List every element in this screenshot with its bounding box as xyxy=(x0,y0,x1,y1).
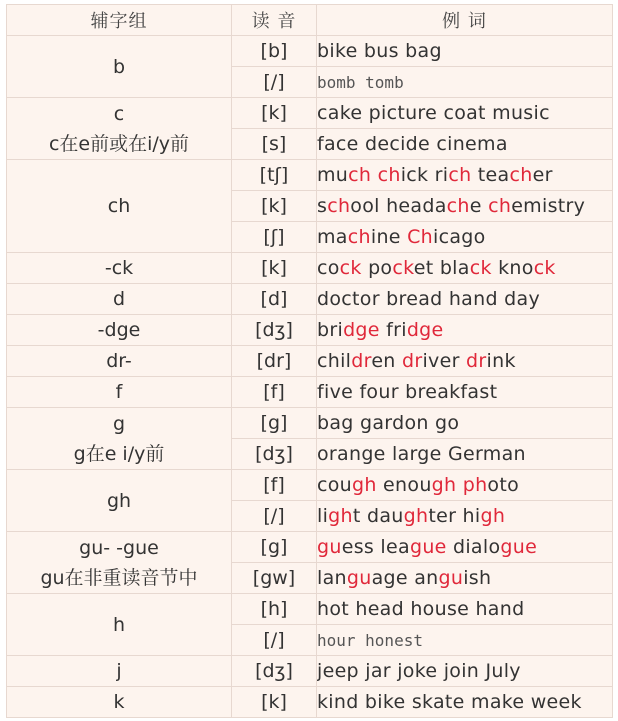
letter-group-cell xyxy=(7,687,232,718)
letter-group-cell xyxy=(7,532,232,594)
letter-group-cell xyxy=(7,594,232,656)
highlighted-letters: ch xyxy=(488,195,512,217)
word-text: bri xyxy=(317,319,344,341)
highlighted-letters: gh xyxy=(352,474,377,496)
table-row xyxy=(7,160,613,191)
highlighted-letters: gu xyxy=(346,567,372,589)
word-text: doctor bread hand day xyxy=(317,288,541,310)
pronunciation-cell: [tʃ] xyxy=(232,160,317,191)
word-text: ick ri xyxy=(400,164,449,186)
header-example-words: 例 词 xyxy=(317,5,613,36)
highlighted-letters: ck xyxy=(392,257,414,279)
pronunciation-cell: [dʒ] xyxy=(232,656,317,687)
word-text: ma xyxy=(317,226,348,248)
letter-group-cell xyxy=(7,253,232,284)
table-row xyxy=(7,656,613,687)
table-row xyxy=(7,36,613,67)
example-words-cell xyxy=(317,160,613,191)
pronunciation-cell: [s] xyxy=(232,129,317,160)
letter-group-cell xyxy=(7,656,232,687)
word-text: kno xyxy=(491,257,534,279)
example-words-cell xyxy=(317,501,613,532)
pronunciation-cell: [g] xyxy=(232,532,317,563)
header-letter-group: 辅字组 xyxy=(7,5,232,36)
word-text: cake picture coat music xyxy=(317,102,550,124)
example-words-cell xyxy=(317,129,613,160)
highlighted-letters: dr xyxy=(466,350,487,372)
word-text: t dau xyxy=(352,505,404,527)
letter-group-label: c在e前或在i/y前 xyxy=(48,132,190,155)
pronunciation-cell: [k] xyxy=(232,191,317,222)
table-row xyxy=(7,98,613,129)
pronunciation-cell: [ʃ] xyxy=(232,222,317,253)
word-text: li xyxy=(317,505,329,527)
highlighted-letters: gue xyxy=(500,536,538,558)
highlighted-letters: dge xyxy=(406,319,444,341)
highlighted-letters: ph xyxy=(462,474,488,496)
pronunciation-cell: [h] xyxy=(232,594,317,625)
letter-group-label: d xyxy=(112,288,126,310)
pronunciation-cell: [k] xyxy=(232,687,317,718)
highlighted-letters: dge xyxy=(343,319,380,341)
example-words-cell xyxy=(317,67,613,98)
word-text: jeep jar joke join July xyxy=(317,660,521,682)
letter-group-label: j xyxy=(116,660,122,682)
highlighted-letters: gh xyxy=(431,474,457,496)
word-text: hour honest xyxy=(317,630,423,650)
highlighted-letters: gh xyxy=(403,505,429,527)
highlighted-letters: gue xyxy=(409,536,447,558)
word-text: ter hi xyxy=(428,505,481,527)
word-text: bomb tomb xyxy=(317,72,404,92)
word-text: kind bike skate make week xyxy=(317,691,582,713)
pronunciation-cell: [g] xyxy=(232,408,317,439)
highlighted-letters: gu xyxy=(317,536,342,558)
word-text: iver xyxy=(422,350,467,372)
pronunciation-cell: [f] xyxy=(232,470,317,501)
letter-group-cell xyxy=(7,98,232,160)
highlighted-letters: Ch xyxy=(407,226,434,248)
word-text: bike bus bag xyxy=(317,40,442,62)
word-text: dialo xyxy=(446,536,501,558)
word-text: tea xyxy=(471,164,510,186)
example-words-cell xyxy=(317,563,613,594)
table-row xyxy=(7,315,613,346)
letter-group-cell xyxy=(7,315,232,346)
highlighted-letters: dr xyxy=(401,350,423,372)
letter-group-cell xyxy=(7,377,232,408)
letter-group-cell xyxy=(7,284,232,315)
example-words-cell xyxy=(317,222,613,253)
highlighted-letters: ch xyxy=(377,164,401,186)
highlighted-letters: ck xyxy=(469,257,492,279)
word-text: s xyxy=(317,195,328,217)
word-text: lan xyxy=(317,567,347,589)
word-text: bag gardon go xyxy=(317,412,460,434)
letter-group-label: k xyxy=(113,691,125,713)
pronunciation-cell: [dʒ] xyxy=(232,315,317,346)
example-words-cell xyxy=(317,532,613,563)
word-text: oto xyxy=(487,474,520,496)
example-words-cell xyxy=(317,191,613,222)
highlighted-letters: gh xyxy=(480,505,506,527)
highlighted-letters: ch xyxy=(509,164,533,186)
pronunciation-cell: [k] xyxy=(232,98,317,129)
letter-group-cell xyxy=(7,346,232,377)
table-row xyxy=(7,377,613,408)
word-text: ine xyxy=(370,226,408,248)
letter-group-label: gu在非重读音节中 xyxy=(40,566,198,589)
highlighted-letters: ch xyxy=(347,226,371,248)
example-words-cell xyxy=(317,253,613,284)
letter-group-label: b xyxy=(112,55,126,78)
letter-group-label: g xyxy=(112,412,126,435)
word-text: fri xyxy=(379,319,407,341)
pronunciation-cell: [k] xyxy=(232,253,317,284)
pronunciation-cell: [dr] xyxy=(232,346,317,377)
example-words-cell xyxy=(317,594,613,625)
example-words-cell xyxy=(317,439,613,470)
word-text: er xyxy=(532,164,553,186)
word-text: five four breakfast xyxy=(317,381,498,403)
header-row xyxy=(7,5,613,36)
word-text: ink xyxy=(486,350,516,372)
table-row xyxy=(7,470,613,501)
header-pronunciation: 读 音 xyxy=(232,5,317,36)
example-words-cell xyxy=(317,470,613,501)
table-row xyxy=(7,532,613,563)
table-body xyxy=(7,36,613,718)
highlighted-letters: ch xyxy=(448,164,472,186)
word-text: e xyxy=(469,195,489,217)
example-words-cell xyxy=(317,656,613,687)
example-words-cell xyxy=(317,408,613,439)
word-text: age an xyxy=(371,567,439,589)
table-row xyxy=(7,346,613,377)
highlighted-letters: ck xyxy=(533,257,556,279)
highlighted-letters: ch xyxy=(327,195,351,217)
letter-group-label: f xyxy=(115,381,123,403)
pronunciation-cell: [gw] xyxy=(232,563,317,594)
highlighted-letters: ch xyxy=(446,195,470,217)
word-text: cou xyxy=(317,474,353,496)
example-words-cell xyxy=(317,687,613,718)
letter-group-cell xyxy=(7,470,232,532)
highlighted-letters: dr xyxy=(351,350,372,372)
pronunciation-cell: [dʒ] xyxy=(232,439,317,470)
example-words-cell xyxy=(317,36,613,67)
word-text: chil xyxy=(317,350,352,372)
letter-group-label: gu- -gue xyxy=(79,536,159,559)
letter-group-cell xyxy=(7,36,232,98)
letter-group-label: c xyxy=(113,102,125,125)
letter-group-label: -dge xyxy=(97,319,141,341)
word-text: et bla xyxy=(413,257,470,279)
example-words-cell xyxy=(317,625,613,656)
example-words-cell xyxy=(317,284,613,315)
highlighted-letters: ck xyxy=(339,257,362,279)
highlighted-letters: gu xyxy=(438,567,464,589)
table-row xyxy=(7,594,613,625)
letter-group-cell xyxy=(7,160,232,253)
word-text: enou xyxy=(376,474,432,496)
word-text: ish xyxy=(463,567,492,589)
word-text: hot head house hand xyxy=(317,598,525,620)
letter-group-cell xyxy=(7,408,232,470)
letter-group-label: -ck xyxy=(104,257,134,279)
word-text: face decide cinema xyxy=(317,133,508,155)
phonics-table xyxy=(6,4,613,718)
example-words-cell xyxy=(317,346,613,377)
table-row xyxy=(7,253,613,284)
example-words-cell xyxy=(317,315,613,346)
example-words-cell xyxy=(317,377,613,408)
pronunciation-cell: [/] xyxy=(232,625,317,656)
table-row xyxy=(7,284,613,315)
word-text: po xyxy=(361,257,393,279)
table-row xyxy=(7,687,613,718)
example-words-cell xyxy=(317,98,613,129)
pronunciation-cell: [/] xyxy=(232,501,317,532)
pronunciation-cell: [f] xyxy=(232,377,317,408)
pronunciation-cell: [/] xyxy=(232,67,317,98)
word-text: co xyxy=(317,257,340,279)
letter-group-label: g在e i/y前 xyxy=(73,442,165,465)
word-text: emistry xyxy=(511,195,586,217)
highlighted-letters: ch xyxy=(348,164,372,186)
word-text: orange large German xyxy=(317,443,526,465)
pronunciation-cell: [d] xyxy=(232,284,317,315)
word-text: en xyxy=(371,350,402,372)
word-text: icago xyxy=(433,226,486,248)
word-text: mu xyxy=(317,164,349,186)
letter-group-label: gh xyxy=(106,489,132,512)
pronunciation-cell: [b] xyxy=(232,36,317,67)
table-row xyxy=(7,408,613,439)
highlighted-letters: gh xyxy=(328,505,353,527)
letter-group-label: ch xyxy=(107,195,131,217)
word-text: ool heada xyxy=(350,195,447,217)
letter-group-label: h xyxy=(112,613,126,636)
letter-group-label: dr- xyxy=(106,350,132,372)
word-text: ess lea xyxy=(341,536,410,558)
